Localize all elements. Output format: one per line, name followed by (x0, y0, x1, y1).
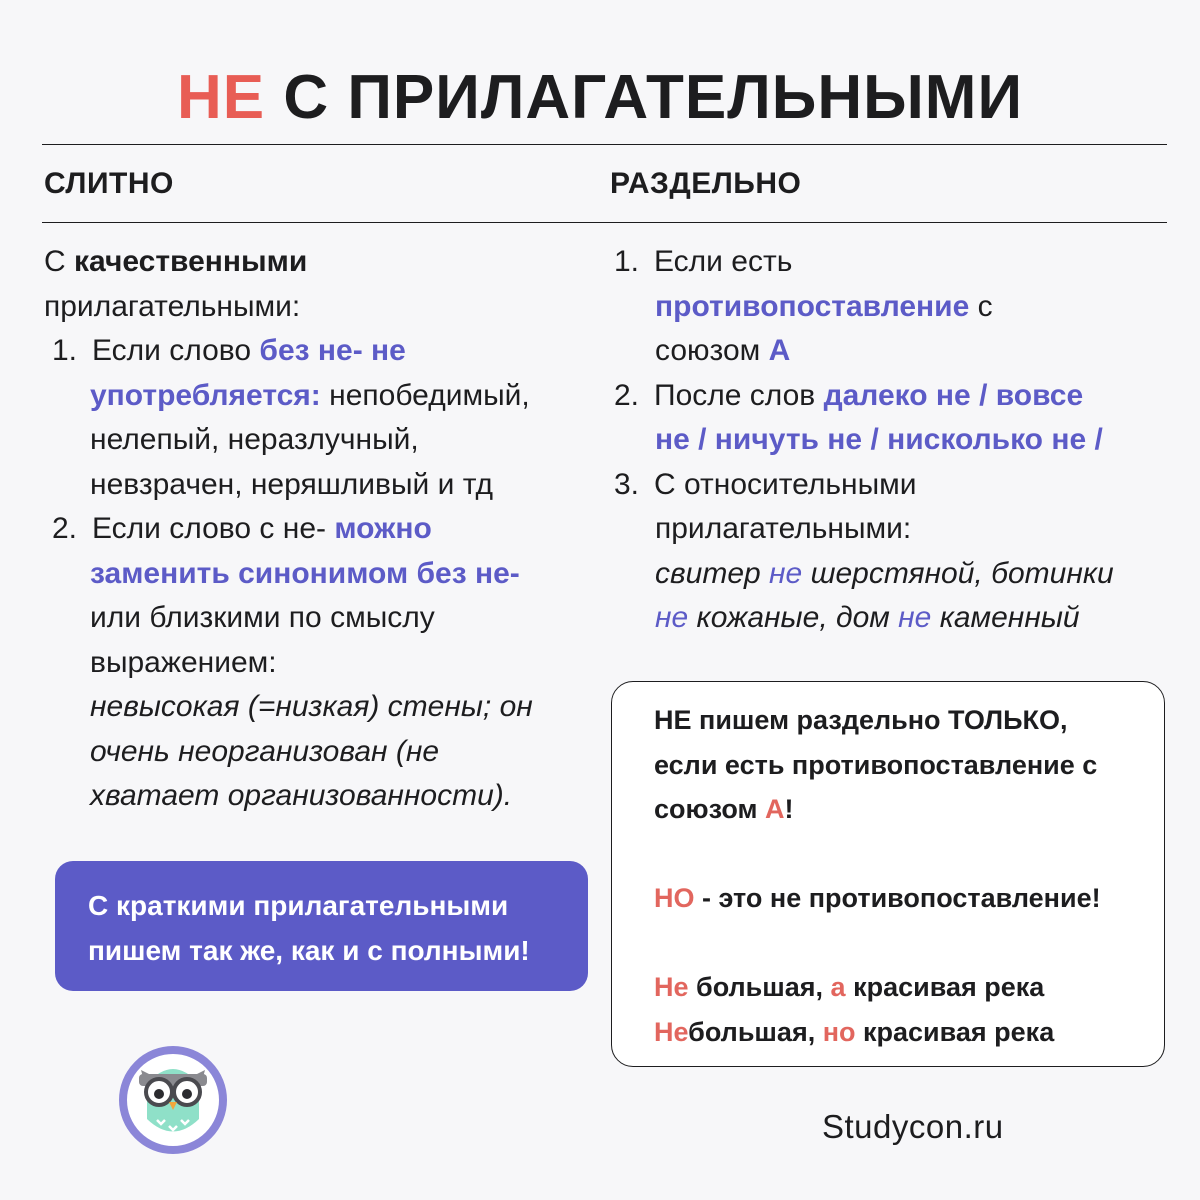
left-example: невысокая (=низкая) стены; он (90, 690, 533, 723)
owl-logo-icon (117, 1044, 229, 1156)
left-item-1: 1. Если слово без не- не (52, 334, 406, 367)
header-slitno: СЛИТНО (44, 167, 174, 200)
left-intro: С качественными (44, 245, 308, 278)
title-ne: НЕ (176, 63, 266, 132)
note-example-2: Небольшая, но красивая река (654, 1016, 1055, 1047)
header-razdelno: РАЗДЕЛЬНО (610, 167, 802, 200)
page-title (0, 60, 1200, 136)
left-column: С качественными прилагательными: 1. Если слово без не- не употребляется: непобедимый, нелепый, неразлучный, невзрачен, неряшливый и тд 2. Если слово с не- можно заменить синонимом без не- или близкими по смыслу выражением: невысокая (=низкая) стены; он очень неорганизован (не хватает организованности). (44, 240, 614, 819)
short-adjectives-note: С краткими прилагательными пишем так же, как и с полными! (55, 861, 588, 991)
right-item-1: 1. Если есть (614, 245, 793, 278)
right-item-3: 3. С относительными (614, 467, 917, 501)
left-item-2: 2. Если слово с не- можно (52, 512, 432, 545)
site-footer: Studycon.ru (822, 1108, 1004, 1145)
contrast-note-box: НЕ пишем раздельно ТОЛЬКО, если есть противопоставление с союзом А! НО - это не противопоставление! Не большая, а красивая река Небольшая, но красивая река (611, 681, 1165, 1067)
divider-top (42, 144, 1167, 145)
title-rest: С ПРИЛАГАТЕЛЬНЫМИ (265, 63, 1024, 132)
right-column: 1. Если есть противопоставление с союзом А 2. После слов далеко не / вовсе не / ничуть не / нисколько не / 3. С относительными прилагательными: свитер не шерстяной, ботинки не кожаные, дом не каменный (614, 240, 1174, 641)
note-example-1: Не большая, а красивая река (654, 972, 1045, 1002)
right-example: свитер не шерстяной, ботинки (655, 556, 1114, 590)
divider-bottom (42, 222, 1167, 223)
right-item-2: 2. После слов далеко не / вовсе (614, 378, 1084, 412)
